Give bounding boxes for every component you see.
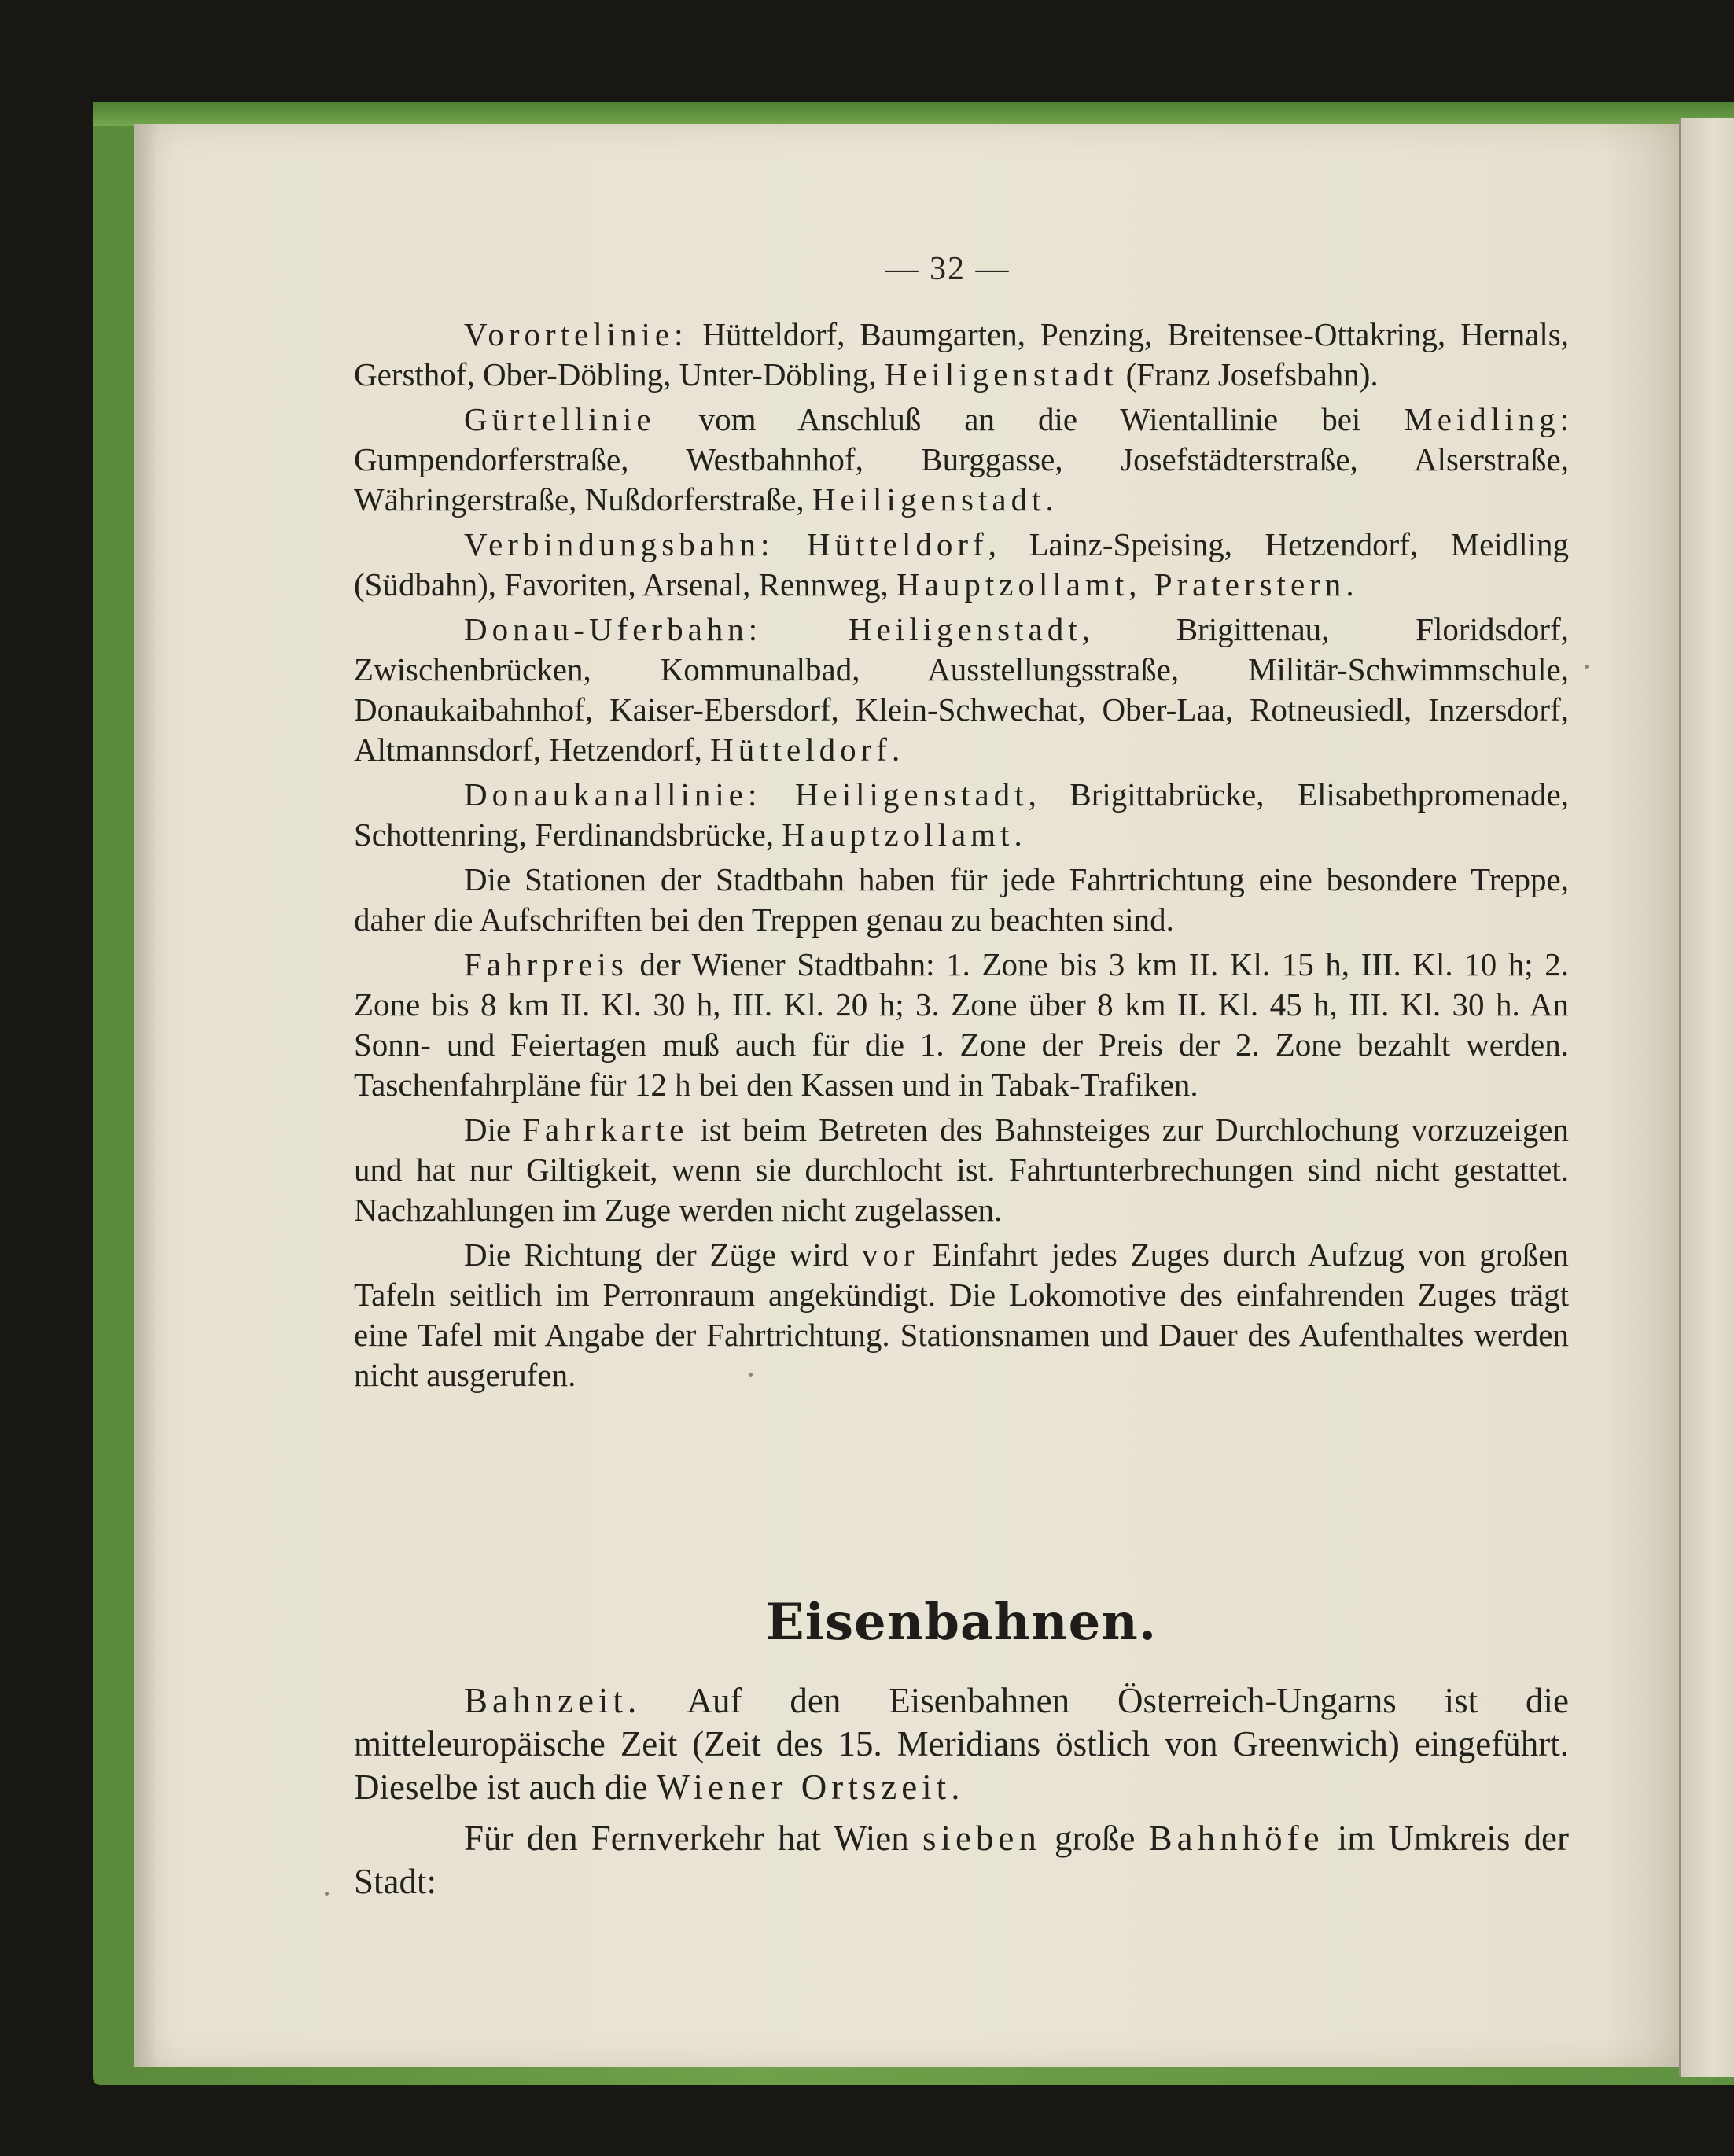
body-text-section <box>354 315 1569 1400</box>
paragraph-tail: Hauptzollamt, Praterstern <box>896 566 1346 603</box>
paragraph-guertellinie <box>354 400 1569 520</box>
paragraph-body <box>761 776 795 813</box>
paragraph-tail: Heiligenstadt <box>812 481 1046 518</box>
paragraph-donaukanallinie <box>354 775 1569 855</box>
paragraph-mid: Hütteldorf <box>806 526 988 562</box>
paragraph-after: . <box>891 732 900 768</box>
paragraph-lead: Donaukanallinie: <box>464 776 762 813</box>
paragraph-after: . <box>951 1767 960 1807</box>
paragraph-after: . <box>1346 566 1354 603</box>
paragraph-fernverkehr <box>354 1817 1569 1904</box>
paragraph-mid: Meidling <box>1404 401 1560 437</box>
paragraph-body-2: große <box>1040 1819 1149 1858</box>
paragraph-body: Für den Fernverkehr hat Wien <box>464 1819 922 1858</box>
paragraph-after: (Franz Josefsbahn). <box>1117 356 1379 393</box>
paragraph-lead: Donau-Uferbahn: <box>464 611 763 647</box>
paragraph-mid: vor <box>861 1236 919 1273</box>
paragraph-body: vom Anschluß an die Wientallinie bei <box>655 401 1405 437</box>
paragraph-body-2: Einfahrt jedes Zuges durch Aufzug von großen Tafeln seitlich im Perronraum angekündigt. Die Lokomotive des einfahrenden Zuges trägt eine Tafel mit Angabe der Fahrtrichtung. Stationsnamen und Dauer des Aufenthaltes werden nicht ausgerufen. <box>354 1236 1569 1393</box>
paragraph-donau-uferbahn <box>354 610 1569 770</box>
paragraph-lead: Bahnzeit. <box>464 1681 642 1720</box>
book-cover-top-edge <box>93 102 1734 126</box>
paragraph-verbindungsbahn <box>354 525 1569 605</box>
paragraph-tail: Wiener Ortszeit <box>656 1767 952 1807</box>
paragraph-body-2: ist beim Betreten des Bahnsteiges zur Durchlochung vorzuzeigen und hat nur Giltigkeit, wenn sie durchlocht ist. Fahrtunterbrechungen sind nicht gestattet. Nachzahlungen im Zuge werden nicht zugelassen. <box>354 1111 1569 1228</box>
paragraph-after: . <box>1014 816 1022 853</box>
paper-speck <box>1585 665 1589 669</box>
paragraph-body <box>762 611 849 647</box>
paragraph-body-2: : Gumpendorferstraße, Westbahnhof, Burggasse, Josefstädterstraße, Alserstraße, Währingerstraße, Nußdorferstraße, <box>354 401 1569 518</box>
eisenbahnen-text-section <box>354 1679 1569 1911</box>
paragraph-mid: Heiligenstadt <box>849 611 1082 647</box>
paragraph-body: Hütteldorf, Baumgarten, Penzing, Breitensee-Ottakring, Hernals, Gersthof, Ober-Döbling, Unter-Döbling, <box>354 316 1569 393</box>
paragraph-tail: Hauptzollamt <box>782 816 1014 853</box>
paragraph-tail: Hütteldorf <box>710 732 892 768</box>
paper-speck <box>325 1892 329 1896</box>
page-number: — 32 — <box>885 251 1011 287</box>
paragraph-vorortelinie <box>354 315 1569 395</box>
paragraph-mid: sieben <box>922 1819 1041 1858</box>
paragraph-tail: Bahnhöfe <box>1148 1819 1324 1858</box>
section-heading: Eisenbahnen. <box>765 1593 1158 1652</box>
paragraph-mid: Heiligenstadt <box>794 776 1029 813</box>
paragraph-body <box>774 526 807 562</box>
paragraph-fahrkarte <box>354 1110 1569 1230</box>
paragraph-mid: Fahrkarte <box>522 1111 689 1148</box>
paragraph-lead: Gürtellinie <box>464 401 656 437</box>
paragraph-body-2: , Lainz-Speising, Hetzendorf, Meidling (Südbahn), Favoriten, Arsenal, Rennweg, <box>354 526 1570 603</box>
page-gutter-shadow <box>134 124 157 2067</box>
adjacent-page-edge <box>1679 118 1734 2077</box>
paragraph-lead: Fahrpreis <box>464 946 628 982</box>
paragraph-stationen <box>354 860 1569 940</box>
paragraph-fahrpreis <box>354 945 1569 1105</box>
paragraph-after: . <box>1045 481 1054 518</box>
paragraph-bahnzeit <box>354 1679 1569 1809</box>
paragraph-richtung <box>354 1235 1569 1395</box>
paragraph-body-2: , Brigittenau, Floridsdorf, Zwischenbrücken, Kommunalbad, Ausstellungsstraße, Militär-Schwimmschule, Donaukaibahnhof, Kaiser-Ebersdorf, Klein-Schwechat, Ober-Laa, Rotneusiedl, Inzersdorf, Altmannsdorf, Hetzendorf, <box>354 611 1569 768</box>
paragraph-lead: Vorortelinie: <box>464 316 688 352</box>
paragraph-body: der Wiener Stadtbahn: 1. Zone bis 3 km II. Kl. 15 h, III. Kl. 10 h; 2. Zone bis 8 km II. Kl. 30 h, III. Kl. 20 h; 3. Zone über 8 km II. Kl. 45 h, III. Kl. 30 h. An Sonn- und Feiertagen muß auch für die 1. Zone der Preis der 2. Zone bezahlt werden. Taschenfahrpläne für 12 h bei den Kassen und in Tabak-Trafiken. <box>354 946 1569 1103</box>
paragraph-body-2: , Brigittabrücke, Elisabethpromenade, Schottenring, Ferdinandsbrücke, <box>354 776 1569 853</box>
paragraph-body: Auf den Eisenbahnen Österreich-Ungarns ist die mitteleuropäische Zeit (Zeit des 15. Meridians östlich von Greenwich) eingeführt. Dieselbe ist auch die <box>354 1681 1569 1807</box>
paragraph-lead: Verbindungsbahn: <box>464 526 775 562</box>
paragraph-body: Die Stationen der Stadtbahn haben für jede Fahrtrichtung eine besondere Treppe, daher die Aufschriften bei den Treppen genau zu beachten sind. <box>354 861 1569 938</box>
paragraph-body: Die Richtung der Züge wird <box>464 1236 862 1273</box>
paragraph-tail: Heiligenstadt <box>884 356 1118 393</box>
paragraph-body: Die <box>464 1111 523 1148</box>
paragraph-after: im Umkreis der Stadt: <box>354 1819 1570 1901</box>
